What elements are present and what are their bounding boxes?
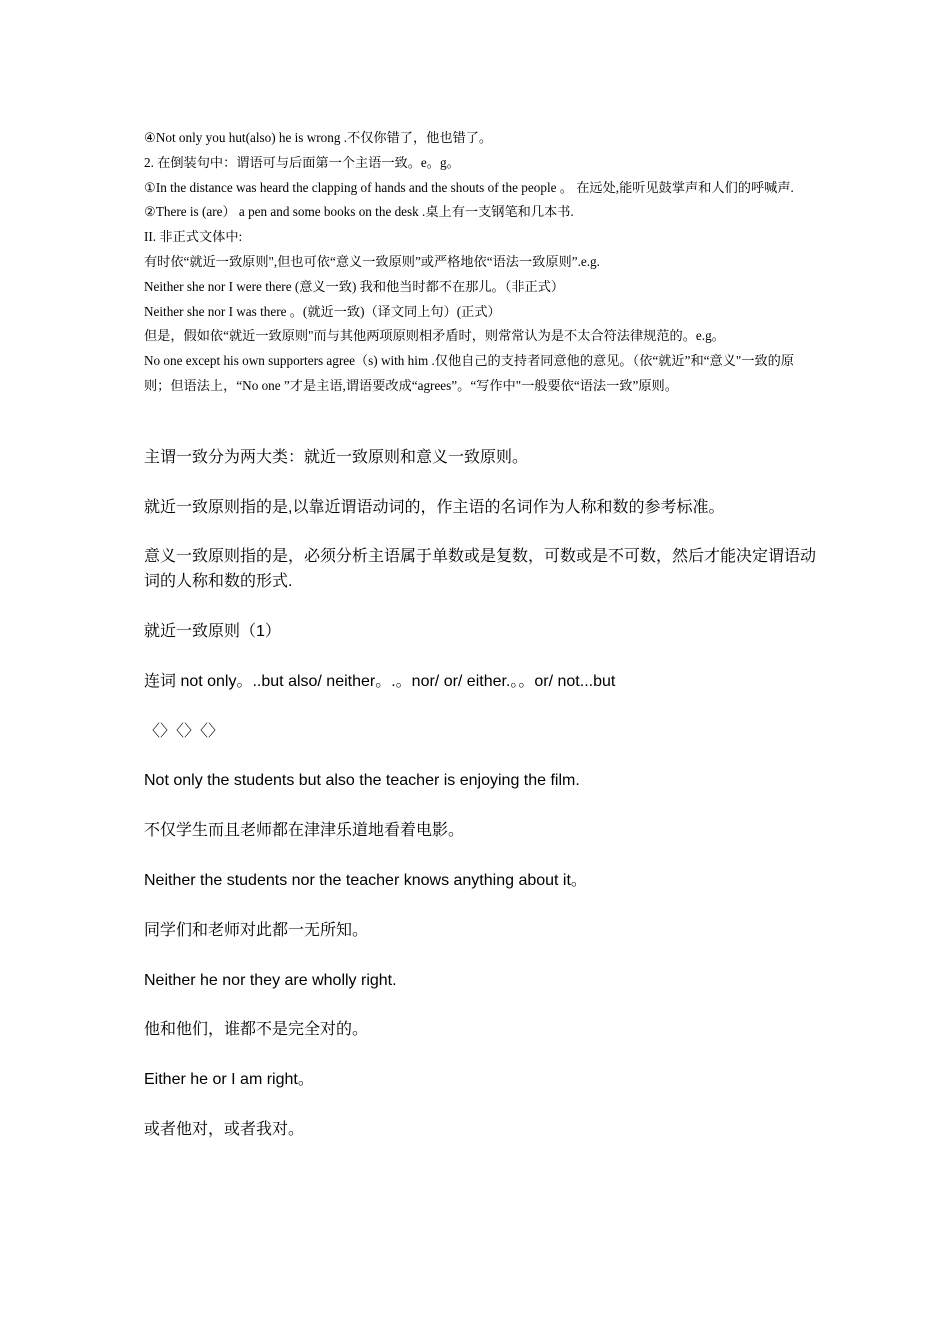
note-line: Neither she nor I were there (意义一致) 我和他当时都不在那儿。（非正式） bbox=[144, 278, 565, 294]
note-line: ②There is (are） a pen and some books on the desk .桌上有一支钢笔和几本书. bbox=[144, 204, 574, 220]
example-sentence: Neither the students nor the teacher knows anything about it。 bbox=[144, 871, 587, 889]
note-line: 有时依“就近一致原则",但也可依“意义一致原则”或严格地依“语法一致原则”.e.g. bbox=[144, 253, 600, 269]
body-section bbox=[144, 446, 816, 1143]
example-translation: 或者他对，或者我对。 bbox=[144, 1120, 305, 1138]
note-line: 2. 在倒装句中：谓语可与后面第一个主语一致。e。g。 bbox=[144, 154, 460, 170]
body-paragraph: 连词 not only。..but also/ neither。.。nor/ or/ either.。。or/ not...but bbox=[144, 672, 616, 690]
note-line: II. 非正式文体中: bbox=[144, 229, 243, 245]
example-sentence: Not only the students but also the teacher is enjoying the film. bbox=[144, 772, 580, 790]
note-line: Neither she nor I was there 。(就近一致)（译文同上句）(正式） bbox=[144, 303, 501, 319]
section-heading: 就近一致原则（1） bbox=[144, 622, 281, 640]
document-content bbox=[144, 126, 816, 1168]
body-paragraph: 就近一致原则指的是,以靠近谓语动词的，作主语的名词作为人称和数的参考标准。 bbox=[144, 498, 725, 516]
example-translation: 不仅学生而且老师都在津津乐道地看着电影。 bbox=[144, 822, 465, 840]
example-sentence: Neither he nor they are wholly right. bbox=[144, 971, 397, 989]
body-paragraph: 意义一致原则指的是，必须分析主语属于单数或是复数，可数或是不可数，然后才能决定谓语动词的人称和数的形式. bbox=[144, 548, 817, 591]
example-translation: 同学们和老师对此都一无所知。 bbox=[144, 921, 369, 939]
body-paragraph: 〈〉〈〉〈〉 bbox=[144, 722, 225, 740]
section-gap bbox=[144, 399, 816, 446]
example-translation: 他和他们，谁都不是完全对的。 bbox=[144, 1021, 369, 1039]
note-line: ④Not only you hut(also) he is wrong .不仅你错了，他也错了。 bbox=[144, 130, 493, 145]
notes-section bbox=[144, 126, 816, 399]
example-sentence: Either he or I am right。 bbox=[144, 1071, 314, 1089]
note-line: 但是，假如依“就近一致原则"而与其他两项原则相矛盾时，则常常认为是不太合符法律规范的。e.g。 bbox=[144, 328, 725, 344]
body-paragraph: 主谓一致分为两大类：就近一致原则和意义一致原则。 bbox=[144, 448, 529, 466]
note-line: No one except his own supporters agree（s) with him .仅他自己的支持者同意他的意见。（依“就近”和“意义"一致的原则；但语法上，“No one ”才是主语,谓语要改成“agrees”。“写作中"一般要依“语法一致”原则。 bbox=[144, 353, 795, 393]
note-line: ①In the distance was heard the clapping of hands and the shouts of the people 。 在远处,能听见鼓掌声和人们的呼喊声. bbox=[144, 179, 794, 195]
